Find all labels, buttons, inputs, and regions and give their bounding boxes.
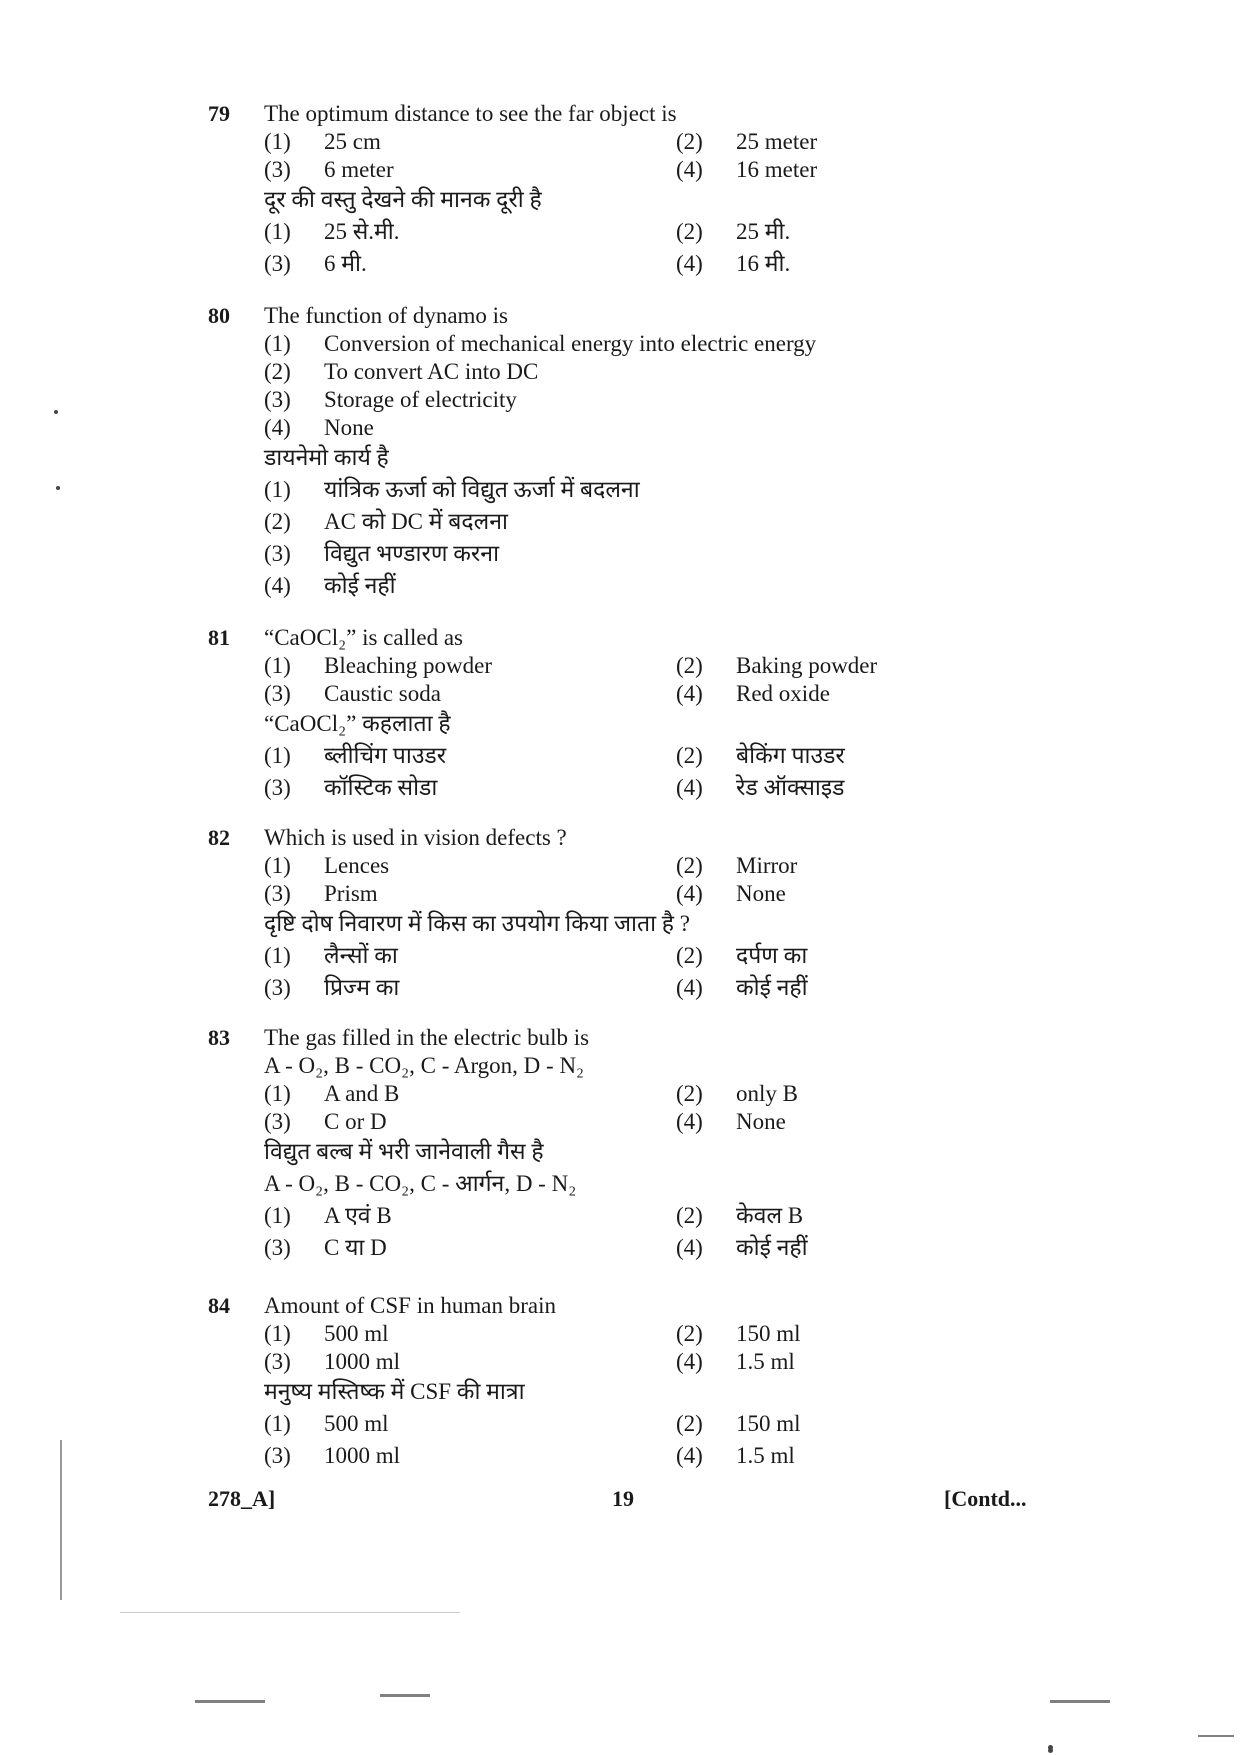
scan-smudge bbox=[1198, 1735, 1234, 1737]
scan-smudge bbox=[1050, 1700, 1110, 1703]
question-text-en: The gas filled in the electric bulb is bbox=[264, 1025, 590, 1050]
question-text-hi: “CaOCl₂” कहलाता है bbox=[264, 711, 451, 736]
option-en-4: (4) Red oxide bbox=[676, 681, 830, 706]
option-en-3: (3) Storage of electricity bbox=[264, 387, 517, 412]
option-en-2: (2) 150 ml bbox=[676, 1321, 801, 1346]
option-en-4: (4) None bbox=[676, 881, 786, 906]
question-number: 81 bbox=[208, 625, 230, 650]
option-en-4: (4) None bbox=[676, 1109, 786, 1134]
question-number: 80 bbox=[208, 303, 230, 328]
option-en-1: (1) A and B bbox=[264, 1081, 400, 1106]
option-hi-3: (3) 1000 ml bbox=[264, 1443, 401, 1468]
question-text-en: “CaOCl₂” is called as bbox=[264, 625, 463, 650]
option-en-2: (2) 25 meter bbox=[676, 129, 818, 154]
option-en-1: (1) Conversion of mechanical energy into electric energy bbox=[264, 331, 817, 356]
question-text-hi: दूर की वस्तु देखने की मानक दूरी है bbox=[264, 187, 542, 212]
option-en-4: (4) 16 meter bbox=[676, 157, 818, 182]
option-hi-2: (2) 25 मी. bbox=[676, 219, 791, 244]
scan-speck bbox=[1048, 1745, 1053, 1750]
option-hi-4: (4) 16 मी. bbox=[676, 251, 791, 276]
option-hi-4: (4) कोई नहीं bbox=[676, 975, 808, 1000]
option-hi-1: (1) 500 ml bbox=[264, 1411, 389, 1436]
option-en-3: (3) Caustic soda bbox=[264, 681, 441, 706]
option-en-3: (3) Prism bbox=[264, 881, 378, 906]
question-text-en: The function of dynamo is bbox=[264, 303, 509, 328]
option-hi-3: (3) प्रिज्म का bbox=[264, 975, 400, 1000]
option-hi-1: (1) 25 से.मी. bbox=[264, 219, 400, 244]
option-hi-2: (2) दर्पण का bbox=[676, 943, 808, 968]
question-gas-list-hi: A - O₂, B - CO₂, C - आर्गन, D - N₂ bbox=[264, 1171, 577, 1196]
question-number: 82 bbox=[208, 825, 230, 850]
option-en-1: (1) 25 cm bbox=[264, 129, 381, 154]
option-hi-4: (4) कोई नहीं bbox=[676, 1235, 808, 1260]
question-gas-list-en: A - O₂, B - CO₂, C - Argon, D - N₂ bbox=[264, 1053, 585, 1078]
option-hi-3: (3) 6 मी. bbox=[264, 251, 367, 276]
option-en-3: (3) C or D bbox=[264, 1109, 387, 1134]
option-hi-2: (2) बेकिंग पाउडर bbox=[676, 743, 845, 768]
scan-smudge bbox=[195, 1700, 265, 1703]
continued-marker: [Contd... bbox=[944, 1486, 1027, 1511]
question-text-en: Amount of CSF in human brain bbox=[264, 1293, 556, 1318]
option-en-3: (3) 6 meter bbox=[264, 157, 394, 182]
question-text-hi: मनुष्य मस्तिष्क में CSF की मात्रा bbox=[264, 1379, 525, 1404]
paper-code: 278_A] bbox=[208, 1486, 276, 1511]
option-hi-2: (2) 150 ml bbox=[676, 1411, 801, 1436]
question-text-hi: डायनेमो कार्य है bbox=[264, 445, 389, 470]
question-text-hi: दृष्टि दोष निवारण में किस का उपयोग किया जाता है ? bbox=[264, 911, 690, 936]
option-hi-2: (2) AC को DC में बदलना bbox=[264, 509, 508, 534]
option-en-2: (2) Mirror bbox=[676, 853, 798, 878]
option-en-4: (4) 1.5 ml bbox=[676, 1349, 795, 1374]
option-hi-1: (1) ब्लीचिंग पाउडर bbox=[264, 743, 447, 768]
option-en-3: (3) 1000 ml bbox=[264, 1349, 401, 1374]
question-number: 83 bbox=[208, 1025, 230, 1050]
option-hi-3: (3) C या D bbox=[264, 1235, 387, 1260]
option-en-2: (2) only B bbox=[676, 1081, 798, 1106]
option-hi-4: (4) कोई नहीं bbox=[264, 573, 396, 598]
scan-speck bbox=[56, 486, 60, 490]
scan-speck bbox=[54, 410, 58, 414]
option-hi-2: (2) केवल B bbox=[676, 1203, 804, 1228]
question-text-en: The optimum distance to see the far object is bbox=[264, 101, 677, 126]
question-text-hi: विद्युत बल्ब में भरी जानेवाली गैस है bbox=[264, 1139, 544, 1164]
scan-dotted-line bbox=[120, 1612, 460, 1613]
option-hi-4: (4) 1.5 ml bbox=[676, 1443, 795, 1468]
scan-smudge bbox=[380, 1694, 430, 1697]
question-number: 84 bbox=[208, 1293, 230, 1318]
option-hi-1: (1) लैन्सों का bbox=[264, 943, 398, 968]
option-hi-1: (1) यांत्रिक ऊर्जा को विद्युत ऊर्जा में बदलना bbox=[264, 477, 640, 502]
scan-margin-line bbox=[60, 1440, 62, 1600]
page-number: 19 bbox=[612, 1486, 634, 1511]
option-hi-3: (3) विद्युत भण्डारण करना bbox=[264, 541, 500, 566]
question-text-en: Which is used in vision defects ? bbox=[264, 825, 567, 850]
option-en-1: (1) 500 ml bbox=[264, 1321, 389, 1346]
option-hi-4: (4) रेड ऑक्साइड bbox=[676, 775, 845, 800]
option-en-2: (2) To convert AC into DC bbox=[264, 359, 539, 384]
option-hi-1: (1) A एवं B bbox=[264, 1203, 392, 1228]
option-en-1: (1) Lences bbox=[264, 853, 390, 878]
option-en-1: (1) Bleaching powder bbox=[264, 653, 492, 678]
option-hi-3: (3) कॉस्टिक सोडा bbox=[264, 775, 438, 800]
question-number: 79 bbox=[208, 101, 230, 126]
option-en-4: (4) None bbox=[264, 415, 374, 440]
option-en-2: (2) Baking powder bbox=[676, 653, 878, 678]
